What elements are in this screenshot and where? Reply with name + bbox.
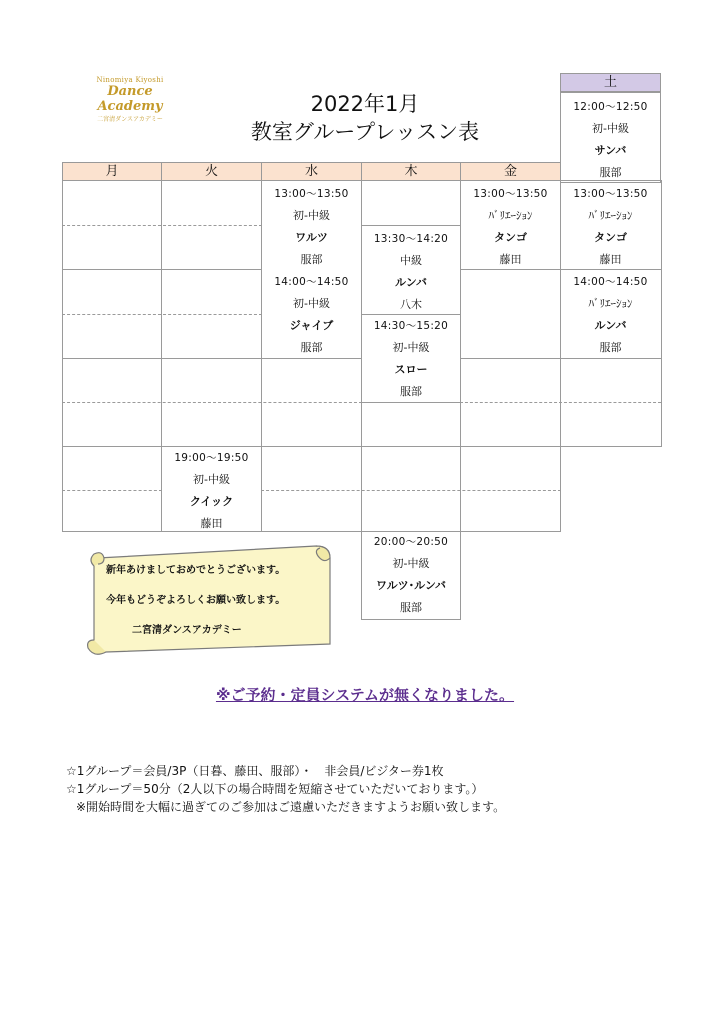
lesson-dance: ルンバ <box>594 319 627 332</box>
notes <box>66 762 505 816</box>
schedule-grid-lower <box>62 446 561 532</box>
day-header-fri: 金 <box>460 162 561 181</box>
lesson-teacher: 服部 <box>599 341 622 354</box>
lesson-time: 13:00～13:50 <box>473 188 548 200</box>
lesson-teacher: 藤田 <box>499 253 522 266</box>
lesson-teacher: 藤田 <box>200 517 223 530</box>
lesson-dance: ワルツ･ルンバ <box>375 579 447 592</box>
lesson-thu-1330 <box>361 228 461 316</box>
message-line-1: 新年あけましておめでとうございます。 <box>106 565 286 576</box>
lesson-time: 13:00～13:50 <box>274 188 349 200</box>
lesson-dance: ワルツ <box>295 231 328 244</box>
lesson-sat-1300 <box>560 183 661 271</box>
lesson-thu-1430 <box>361 315 461 403</box>
lesson-dance: ジャイブ <box>289 319 334 332</box>
new-year-scroll <box>84 536 336 664</box>
reservation-notice: ※ご予約・定員システムが無くなりました。 <box>215 686 515 704</box>
message-line-2: 今年もどうぞよろしくお願い致します。 <box>106 595 286 606</box>
lesson-teacher: 服部 <box>400 385 422 398</box>
lesson-time: 13:30～14:20 <box>373 233 449 245</box>
scroll-message <box>106 556 285 646</box>
lesson-time: 13:00～13:50 <box>573 188 648 200</box>
lesson-sat-1200 <box>560 96 661 184</box>
lesson-tue-1900 <box>161 447 262 535</box>
lesson-dance: クイック <box>189 495 234 508</box>
lesson-dance: サンバ <box>594 144 627 157</box>
lesson-teacher: 服部 <box>400 601 422 614</box>
lesson-level: ﾊﾞﾘｴｰｼｮﾝ <box>588 297 633 310</box>
lesson-level: 初-中級 <box>193 473 230 486</box>
lesson-level: ﾊﾞﾘｴｰｼｮﾝ <box>588 209 633 222</box>
day-header-wed: 水 <box>261 162 362 181</box>
note-line-3: ※開始時間を大幅に過ぎてのご参加はご遠慮いただきますようお願い致します。 <box>76 800 506 814</box>
note-line-1: ☆1グループ＝会員/3P（日暮、藤田、服部）・ 非会員/ビジター券1枚 <box>66 764 444 778</box>
lesson-time: 19:00～19:50 <box>174 452 249 464</box>
lesson-time: 14:00～14:50 <box>573 276 648 288</box>
day-header-mon: 月 <box>62 162 162 181</box>
academy-logo <box>84 76 176 123</box>
lesson-time: 20:00～20:50 <box>373 536 449 548</box>
logo-brand: Dance Academy <box>97 84 163 114</box>
lesson-dance: タンゴ <box>494 231 527 244</box>
lesson-teacher: 藤田 <box>599 253 622 266</box>
lesson-teacher: 服部 <box>300 253 323 266</box>
lesson-time: 14:30～15:20 <box>373 320 449 332</box>
lesson-level: ﾊﾞﾘｴｰｼｮﾝ <box>488 209 533 222</box>
logo-jp-name: 二宮清ダンスアカデミー <box>97 116 163 123</box>
lesson-time: 12:00～12:50 <box>573 101 648 113</box>
lesson-thu-2000 <box>361 531 461 619</box>
day-header-thu: 木 <box>361 162 461 181</box>
message-signature: 二宮清ダンスアカデミー <box>132 625 242 636</box>
logo-name: Ninomiya Kiyoshi <box>96 76 164 84</box>
day-header-tue: 火 <box>161 162 262 181</box>
lesson-level: 初-中級 <box>293 209 330 222</box>
lesson-level: 初-中級 <box>592 122 629 135</box>
lesson-fri-1300 <box>460 183 561 271</box>
lesson-dance: タンゴ <box>594 231 627 244</box>
lesson-time: 14:00～14:50 <box>274 276 349 288</box>
lesson-teacher: 服部 <box>599 166 622 179</box>
lesson-level: 初-中級 <box>392 557 430 570</box>
lesson-sat-1400 <box>560 271 661 359</box>
page-title-month: 2022年1月 <box>310 92 420 116</box>
lesson-dance: ルンバ <box>395 276 427 289</box>
lesson-wed-1400 <box>261 271 362 359</box>
lesson-level: 中級 <box>400 254 422 267</box>
lesson-level: 初-中級 <box>392 341 430 354</box>
lesson-teacher: 八木 <box>400 298 422 311</box>
day-header-sat: 土 <box>560 73 661 92</box>
note-line-2: ☆1グループ＝50分（2人以下の場合時間を短縮させていただいております。） <box>66 782 484 796</box>
lesson-teacher: 服部 <box>300 341 323 354</box>
lesson-wed-1300 <box>261 183 362 271</box>
lesson-dance: スロー <box>394 363 428 376</box>
lesson-level: 初-中級 <box>293 297 330 310</box>
page-title: 教室グループレッスン表 <box>250 120 480 144</box>
